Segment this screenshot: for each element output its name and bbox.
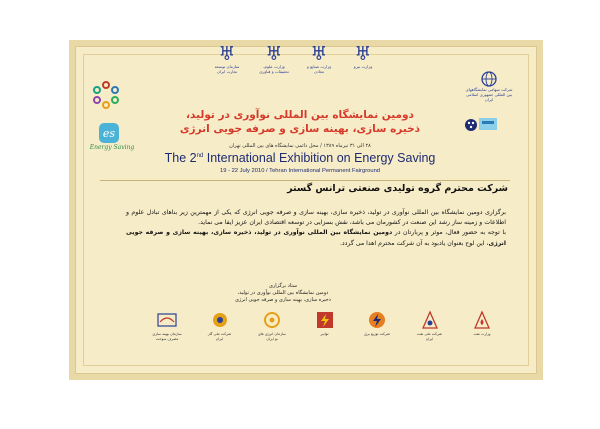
sponsor-7 xyxy=(467,310,497,337)
persian-title-line-1: دومین نمایشگاه بین المللی نوآوری در تولید، xyxy=(186,109,414,121)
english-title-pre: The 2 xyxy=(164,151,197,165)
english-title-post: International Exhibition on Energy Saving xyxy=(203,151,436,165)
body-paragraph-2 xyxy=(126,228,506,248)
emblem-2 xyxy=(258,44,290,74)
certificate-body xyxy=(126,208,506,249)
emblem-caption: سازمان توسعه تجارت ایران xyxy=(214,64,240,74)
sponsor-caption: سازمان انرژی های نو ایران xyxy=(257,332,287,341)
iran-emblem-icon: ♅ xyxy=(265,43,283,65)
emblem-caption: وزارت علوم، تحقیقات و فناوری xyxy=(259,64,289,74)
exhibition-company-logo xyxy=(464,71,514,102)
iran-emblem-icon: ♅ xyxy=(218,43,236,65)
emblem-caption: وزارت صنایع و معادن xyxy=(306,64,332,74)
svg-text:es: es xyxy=(102,127,116,140)
english-title xyxy=(145,151,455,165)
sponsor-4 xyxy=(310,310,340,337)
sponsor-2 xyxy=(205,310,235,341)
english-date: 19 - 22 July 2010 / Tehran International Permanent Fairground xyxy=(219,168,381,174)
sponsor-1 xyxy=(152,310,182,341)
english-title-sup: nd xyxy=(196,152,204,159)
sponsor-5 xyxy=(362,310,392,337)
sponsor-caption: شرکت ملی گاز ایران xyxy=(207,332,232,341)
persian-date: ۲۸ الی ۳۱ تیرماه ۱۳۸۹ / محل دائمی نمایشگاه های بین المللی تهران xyxy=(229,143,371,149)
ring-logo-icon xyxy=(91,80,121,110)
exhibition-logo-icon xyxy=(462,110,502,136)
divider xyxy=(100,180,510,181)
iran-emblem-icon: ♅ xyxy=(310,43,328,65)
emblem-4 xyxy=(347,44,379,69)
company-logo-icon xyxy=(209,310,231,330)
emblem-3 xyxy=(303,44,335,74)
sponsor-caption: شرکت ملی نفت ایران xyxy=(417,332,442,341)
emblem-1 xyxy=(211,44,243,74)
body-p2-end: ، این لوح بعنوان یادبود به آن شرکت محترم اهدا می گردد. xyxy=(339,239,489,247)
persian-title-line-2: ذخیره سازی، بهینه سازی و صرفه جویی انرژی xyxy=(179,123,421,135)
oil-logo-icon xyxy=(419,310,441,330)
sponsor-caption: شرکت توزیع برق xyxy=(364,332,390,336)
sponsor-3 xyxy=(257,310,287,341)
sponsor-logos xyxy=(152,310,497,350)
signature-line-2: دومین نمایشگاه بین المللی نوآوری در تولید، xyxy=(237,290,329,296)
iran-emblem-icon: ♅ xyxy=(354,43,372,65)
company-logo-icon xyxy=(261,310,283,330)
lightning-logo-icon xyxy=(314,310,336,330)
persian-title xyxy=(150,108,450,136)
lightning-logo-icon xyxy=(366,310,388,330)
oil-logo-icon xyxy=(471,310,493,330)
globe-logo-icon xyxy=(478,71,500,87)
body-paragraph-1: برگزاری دومین نمایشگاه بین المللی نوآوری در تولید، ذخیره سازی، بهینه سازی و صرفه جویی انرژی که یکی از مهمترین زیر بناهای تبادل علوم و اطلاعات و زمینه ساز رشد این صنعت در کشورمان می باشد، نقش بسزایی در توسعه اقتصادی ایران عزیز ایفا می نماید. xyxy=(126,209,506,227)
body-p2-bold: دومین نمایشگاه بین المللی نوآوری در تولید، ذخیره سازی، بهینه سازی و صرفه جویی انرژی xyxy=(126,229,506,247)
emblem-caption: وزارت نیرو xyxy=(353,64,373,69)
body-p2-normal: با توجه به حضور فعال، موثر و پربارتان در xyxy=(392,229,506,237)
exhibition-company-caption: شرکت سهامی نمایشگاههای بین المللی جمهوری اسلامی ایران xyxy=(465,87,513,102)
sponsor-caption: وزارت نفت xyxy=(473,332,491,336)
energy-saving-logo-icon xyxy=(94,122,124,144)
energy-saving-caption: Energy Saving xyxy=(89,144,135,151)
sponsor-caption: سازمان بهینه سازی مصرف سوخت xyxy=(152,332,182,341)
signature-block xyxy=(208,283,358,304)
sponsor-6 xyxy=(415,310,445,341)
signature-line-3: ذخیره سازی، بهینه سازی و صرفه جویی انرژی xyxy=(234,297,331,303)
recipient-name: شرکت محترم گروه تولیدی صنعتی ترانس گستر xyxy=(287,183,508,194)
ministry-logo-icon xyxy=(156,310,178,330)
sponsor-caption: توانیر xyxy=(320,332,329,336)
signature-line-1: ستاد برگزاری xyxy=(268,283,298,289)
